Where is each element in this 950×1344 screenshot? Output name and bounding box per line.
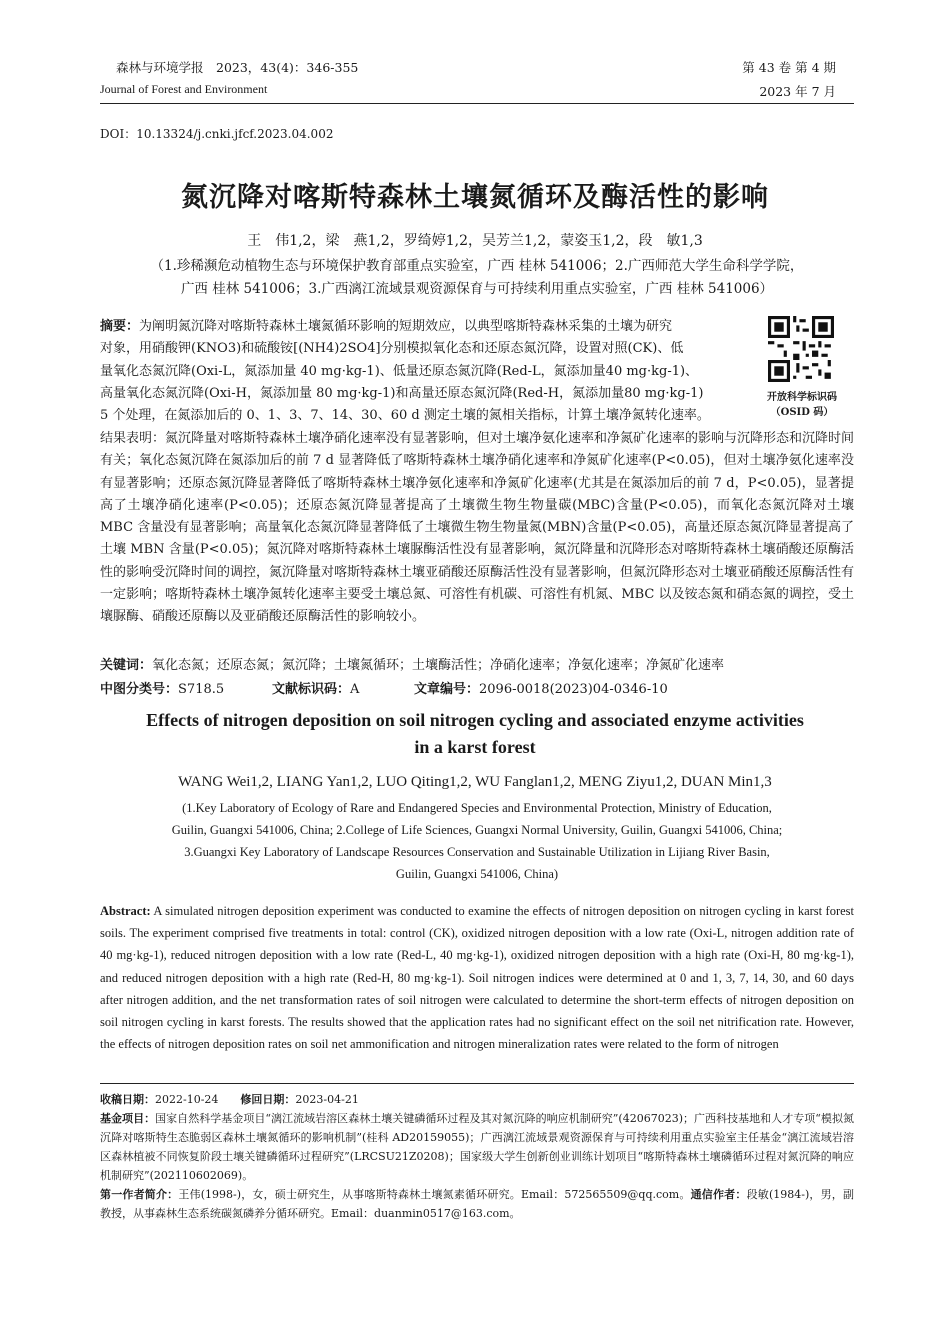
abstract-cn-body: 结果表明：氮沉降量对喀斯特森林土壤净硝化速率没有显著影响，但对土壤净氨化速率和净氮矿化速率的影响与沉降形态和沉降时间有关；氧化态氮沉降在氮添加后的前 7 d 显著降低了喀斯特森林土壤净硝化速率和净氮矿化速率(P<0.05)，但对土壤净氨化速率没有显著影响；还原态氮沉降显著降低了喀斯特森林土壤净氨化速率和净氮矿化速率(尤其是在氮添加后的前 7 d，P<0.05)，显著提高了土壤净硝化速率(P<0.05)；还原态氮沉降显著提高了土壤微生物生物量碳(MBC)含量(P<0.05)，而氧化态氮沉降对土壤 MBC 含量没有显著影响；高量氧化态氮沉降显著降低了土壤微生物生物量氮(MBN)含量(P<0.05)，高量还原态氮沉降显著提高了土壤 MBN 含量(P<0.05)；氮沉降对喀斯特森林土壤脲酶活性没有显著影响，氮沉降量和沉降形态对喀斯特森林土壤硝酸还原酶活性的影响受沉降时间的调控，氮沉降量对喀斯特森林土壤亚硝酸还原酶活性没有显著影响，但氮沉降形态对土壤亚硝酸还原酶活性有一定影响；喀斯特森林土壤净氮转化速率主要受土壤总氮、可溶性有机碳、可溶性有机氮、MBC 以及铵态氮和硝态氮的调控，受土壤脲酶、硝酸还原酶以及亚硝酸还原酶活性的影响较小。	[100, 431, 855, 625]
paper-title-cn: 氮沉降对喀斯特森林土壤氮循环及酶活性的影响	[181, 182, 769, 213]
abstract-line: 对象，用硝酸钾(KNO3)和硫酸铵[(NH4)2SO4]分别模拟氧化态和还原态氮沉降，设置对照(CK)、低	[100, 341, 684, 357]
paper-title-en-line1: Effects of nitrogen deposition on soil nitrogen cycling and associated enzyme activities	[146, 710, 804, 730]
affiliation-line: Guilin, Guangxi 541006, China)	[395, 867, 559, 881]
qr-code-icon	[768, 316, 834, 382]
abstract-en-text: A simulated nitrogen deposition experiment was conducted to examine the effects of nitrogen deposition on nitrogen cycling in karst forest soils. The experiment comprised five treatments in total: control (CK), oxidized nitrogen deposition with a low rate (Oxi-L, nitrogen addition rate of 40 mg·kg-1), reduced nitrogen deposition with a low rate (Red-L, 40 mg·kg-1), oxidized nitrogen deposition with a high rate (Oxi-H, 80 mg·kg-1), and reduced nitrogen deposition with a high rate (Red-H, 80 mg·kg-1). Soil nitrogen indices were determined at 0 and 1, 3, 7, 14, 30, and 60 days after nitrogen addition, and the net transformation rates of soil nitrogen were calculated to determine the short-term effects of nitrogen deposition on soil nitrogen cycling in karst forests. The results showed that the application rates had no significant effect on the soil net nitrification rate. However, the effects of nitrogen deposition rates on soil net ammonification and nitrogen mineralization rates were related to the form of nitrogen	[100, 904, 854, 1052]
header-rule	[100, 103, 854, 104]
affiliations-cn	[100, 255, 854, 301]
keywords-label: 关键词：	[100, 658, 153, 673]
footnote-rule	[100, 1083, 854, 1084]
affiliation-line: （1.珍稀濒危动植物生态与环境保护教育部重点实验室，广西 桂林 541006；2.广西师范大学生命科学学院，	[150, 258, 804, 274]
volume-issue: 第 43 卷 第 4 期	[742, 60, 836, 75]
affiliations-en	[100, 797, 854, 885]
publication-date: 2023 年 7 月	[759, 84, 836, 99]
doi: DOI：10.13324/j.cnki.jfcf.2023.04.002	[100, 127, 334, 141]
abstract-line: 高量氧化态氮沉降(Oxi-H，氮添加量 80 mg·kg-1)和高量还原态氮沉降(Red-H，氮添加量80 mg·kg-1)	[100, 385, 704, 401]
qr-caption-osid: （OSID 码）	[770, 407, 834, 418]
affiliation-line: 3.Guangxi Key Laboratory of Landscape Resources Conservation and Sustainable Utilization in Lijiang River Basin,	[184, 845, 770, 859]
author-info: 第一作者简介：王伟(1998-)，女，硕士研究生，从事喀斯特森林土壤氮素循环研究。Email：572565509@qq.com。通信作者：段敏(1984-)，男，副教授，从事森林生态系统碳氮磷养分循环研究。Email：duanmin0517@163.com。	[100, 1188, 855, 1220]
affiliation-line: 广西 桂林 541006；3.广西漓江流域景观资源保育与可持续利用重点实验室，广西 桂林 541006）	[180, 281, 774, 297]
article-number: 文章编号：2096-0018(2023)04-0346-10	[414, 682, 668, 697]
authors-cn: 王 伟1,2，梁 燕1,2，罗绮婷1,2，吴芳兰1,2，蒙姿玉1,2，段 敏1,3	[247, 233, 703, 249]
abstract-en	[100, 900, 854, 1055]
abstract-line: 量氧化态氮沉降(Oxi-L，氮添加量 40 mg·kg-1)、低量还原态氮沉降(Red-L，氮添加量40 mg·kg-1)、	[100, 363, 699, 379]
clc-number: 中图分类号：S718.5	[100, 682, 225, 697]
abstract-line: 5 个处理，在氮添加后的 0、1、3、7、14、30、60 d 测定土壤的氮相关指标，计算土壤净氮转化速率。	[100, 408, 710, 424]
abstract-label: 摘要：	[100, 319, 140, 334]
keywords-cn	[100, 654, 854, 673]
paper-title-en-line2: in a karst forest	[414, 737, 536, 757]
keywords-text: 氧化态氮；还原态氮；氮沉降；土壤氮循环；土壤酶活性；净硝化速率；净氨化速率；净氮矿化速率	[152, 658, 725, 673]
affiliation-line: Guilin, Guangxi 541006, China; 2.College of Life Sciences, Guangxi Normal University, Guilin, Guangxi 541006, China;	[171, 823, 783, 837]
affiliation-line: (1.Key Laboratory of Ecology of Rare and Endangered Species and Environmental Protection, Ministry of Education,	[182, 801, 772, 815]
journal-citation-cn: 森林与环境学报 2023，43(4)：346-355	[116, 60, 359, 75]
footnotes	[100, 1090, 854, 1223]
abstract-line: 摘要：为阐明氮沉降对喀斯特森林土壤氮循环影响的短期效应，以典型喀斯特森林采集的土壤为研究	[100, 319, 673, 334]
fund-info: 基金项目：国家自然科学基金项目“漓江流域岩溶区森林土壤关键磷循环过程及其对氮沉降的响应机制研究”(42067023)；广西科技基地和人才专项“模拟氮沉降对喀斯特生态脆弱区森林土壤氮循环的影响机制”(桂科 AD20159055)；广西漓江流域景观资源保育与可持续利用重点实验室主任基金“漓江流域岩溶区森林植被不同恢复阶段土壤关键磷循环过程研究”(LRCSU21Z0208)；国家级大学生创新创业训练计划项目“喀斯特森林土壤磷循环过程对氮沉降的响应机制研究”(202110602069)。	[100, 1112, 854, 1182]
abstract-en-label: Abstract:	[100, 904, 151, 918]
document-code: 文献标识码：A	[272, 682, 360, 697]
qr-caption: 开放科学标识码	[767, 392, 837, 403]
journal-name-en: Journal of Forest and Environment	[100, 82, 268, 96]
authors-en: WANG Wei1,2, LIANG Yan1,2, LUO Qiting1,2, WU Fanglan1,2, MENG Ziyu1,2, DUAN Min1,3	[178, 774, 772, 790]
abstract-cn-narrow	[100, 316, 740, 427]
received-dates: 收稿日期：2022-10-24 修回日期：2023-04-21	[100, 1093, 359, 1106]
